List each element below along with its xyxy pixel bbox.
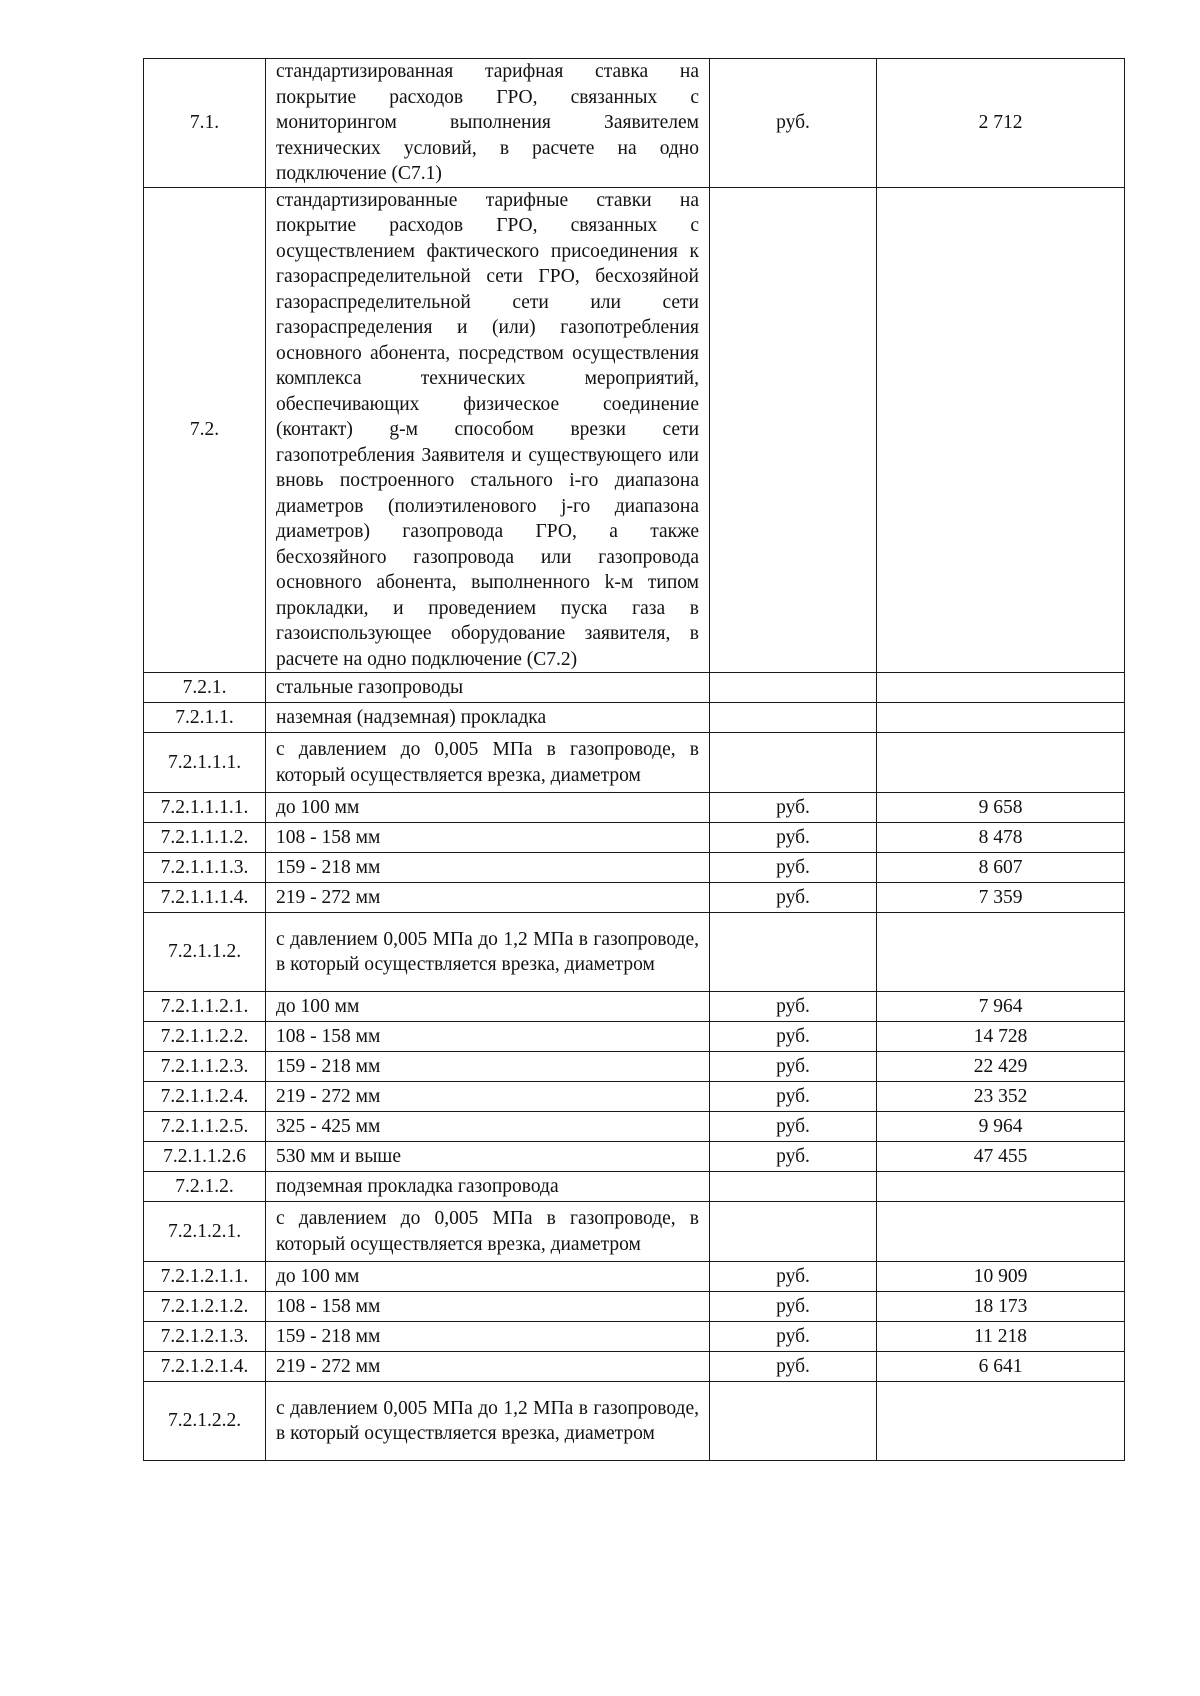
- item-description: 325 - 425 мм: [266, 1112, 710, 1142]
- item-number: 7.2.: [144, 187, 266, 673]
- item-description: с давлением 0,005 МПа до 1,2 МПа в газопроводе, в который осуществляется врезка, диаметром: [266, 1382, 710, 1461]
- item-description: подземная прокладка газопровода: [266, 1172, 710, 1202]
- item-description: с давлением до 0,005 МПа в газопроводе, в который осуществляется врезка, диаметром: [266, 733, 710, 793]
- item-number: 7.2.1.1.2.6: [144, 1142, 266, 1172]
- item-value: [877, 673, 1125, 703]
- table-row: [144, 883, 1125, 913]
- item-number: 7.2.1.1.2.: [144, 913, 266, 992]
- item-unit: руб.: [710, 853, 877, 883]
- item-number: 7.2.1.1.2.4.: [144, 1082, 266, 1112]
- item-value: 22 429: [877, 1052, 1125, 1082]
- item-unit: [710, 1172, 877, 1202]
- item-value: 10 909: [877, 1262, 1125, 1292]
- item-description: стальные газопроводы: [266, 673, 710, 703]
- item-value: 47 455: [877, 1142, 1125, 1172]
- item-value: [877, 187, 1125, 673]
- item-number: 7.1.: [144, 59, 266, 188]
- item-value: 8 478: [877, 823, 1125, 853]
- table-row: [144, 1322, 1125, 1352]
- tariff-table: [143, 58, 1125, 1461]
- item-value: 8 607: [877, 853, 1125, 883]
- table-row: [144, 1082, 1125, 1112]
- item-description: 219 - 272 мм: [266, 883, 710, 913]
- item-unit: руб.: [710, 1112, 877, 1142]
- item-description: стандартизированные тарифные ставки на покрытие расходов ГРО, связанных с осуществлением фактического присоединения к газораспределительной сети ГРО, бесхозяйной газораспределительной сети или сети газораспределения и (или) газопотребления основного абонента, посредством осуществления комплекса технических мероприятий, обеспечивающих физическое соединение (контакт) g-м способом врезки сети газопотребления Заявителя и существующего или вновь построенного стального i-го диапазона диаметров (полиэтиленового j-го диапазона диаметров) газопровода ГРО, а также бесхозяйного газопровода или газопровода основного абонента, выполненного k-м типом прокладки, и проведением пуска газа в газоиспользующее оборудование заявителя, в расчете на одно подключение (С7.2): [266, 187, 710, 673]
- item-description: 219 - 272 мм: [266, 1352, 710, 1382]
- table-row: [144, 1382, 1125, 1461]
- item-description: 219 - 272 мм: [266, 1082, 710, 1112]
- item-unit: руб.: [710, 1022, 877, 1052]
- item-value: [877, 733, 1125, 793]
- item-value: [877, 1172, 1125, 1202]
- item-description: 530 мм и выше: [266, 1142, 710, 1172]
- item-number: 7.2.1.1.1.4.: [144, 883, 266, 913]
- item-value: 23 352: [877, 1082, 1125, 1112]
- table-row: [144, 703, 1125, 733]
- item-value: 2 712: [877, 59, 1125, 188]
- table-row: [144, 853, 1125, 883]
- item-unit: руб.: [710, 1052, 877, 1082]
- item-value: [877, 703, 1125, 733]
- item-number: 7.2.1.2.: [144, 1172, 266, 1202]
- table-row: [144, 992, 1125, 1022]
- item-description: до 100 мм: [266, 992, 710, 1022]
- item-unit: [710, 913, 877, 992]
- item-value: 7 964: [877, 992, 1125, 1022]
- item-unit: [710, 733, 877, 793]
- item-number: 7.2.1.2.2.: [144, 1382, 266, 1461]
- item-number: 7.2.1.1.2.3.: [144, 1052, 266, 1082]
- item-unit: руб.: [710, 59, 877, 188]
- item-description: с давлением до 0,005 МПа в газопроводе, в который осуществляется врезка, диаметром: [266, 1202, 710, 1262]
- item-unit: руб.: [710, 1322, 877, 1352]
- item-unit: [710, 1382, 877, 1461]
- item-description: до 100 мм: [266, 1262, 710, 1292]
- item-unit: руб.: [710, 823, 877, 853]
- table-row: [144, 1022, 1125, 1052]
- item-description: с давлением 0,005 МПа до 1,2 МПа в газопроводе, в который осуществляется врезка, диаметром: [266, 913, 710, 992]
- item-value: 9 964: [877, 1112, 1125, 1142]
- item-number: 7.2.1.1.2.1.: [144, 992, 266, 1022]
- table-row: [144, 187, 1125, 673]
- item-value: 18 173: [877, 1292, 1125, 1322]
- item-description: до 100 мм: [266, 793, 710, 823]
- table-row: [144, 1052, 1125, 1082]
- item-value: [877, 1382, 1125, 1461]
- item-number: 7.2.1.2.1.1.: [144, 1262, 266, 1292]
- table-row: [144, 1352, 1125, 1382]
- item-value: [877, 1202, 1125, 1262]
- item-description: 159 - 218 мм: [266, 1322, 710, 1352]
- item-number: 7.2.1.2.1.3.: [144, 1322, 266, 1352]
- item-value: 7 359: [877, 883, 1125, 913]
- item-number: 7.2.1.2.1.4.: [144, 1352, 266, 1382]
- item-description: 108 - 158 мм: [266, 1022, 710, 1052]
- table-row: [144, 1172, 1125, 1202]
- item-unit: руб.: [710, 1262, 877, 1292]
- item-number: 7.2.1.1.1.: [144, 733, 266, 793]
- item-number: 7.2.1.2.1.: [144, 1202, 266, 1262]
- item-number: 7.2.1.1.1.1.: [144, 793, 266, 823]
- item-unit: руб.: [710, 1082, 877, 1112]
- item-unit: руб.: [710, 1142, 877, 1172]
- item-description: наземная (надземная) прокладка: [266, 703, 710, 733]
- item-unit: руб.: [710, 883, 877, 913]
- item-value: 6 641: [877, 1352, 1125, 1382]
- item-number: 7.2.1.2.1.2.: [144, 1292, 266, 1322]
- item-description: 108 - 158 мм: [266, 1292, 710, 1322]
- table-row: [144, 733, 1125, 793]
- item-number: 7.2.1.1.1.2.: [144, 823, 266, 853]
- item-number: 7.2.1.1.2.5.: [144, 1112, 266, 1142]
- item-unit: руб.: [710, 992, 877, 1022]
- item-unit: [710, 187, 877, 673]
- table-row: [144, 1202, 1125, 1262]
- table-row: [144, 1292, 1125, 1322]
- item-number: 7.2.1.: [144, 673, 266, 703]
- item-value: 14 728: [877, 1022, 1125, 1052]
- item-number: 7.2.1.1.1.3.: [144, 853, 266, 883]
- table-row: [144, 1142, 1125, 1172]
- item-unit: [710, 703, 877, 733]
- item-unit: руб.: [710, 1352, 877, 1382]
- table-row: [144, 673, 1125, 703]
- table-row: [144, 1112, 1125, 1142]
- item-description: 108 - 158 мм: [266, 823, 710, 853]
- item-number: 7.2.1.1.2.2.: [144, 1022, 266, 1052]
- table-row: [144, 1262, 1125, 1292]
- item-description: 159 - 218 мм: [266, 1052, 710, 1082]
- item-unit: [710, 673, 877, 703]
- item-value: 11 218: [877, 1322, 1125, 1352]
- item-value: 9 658: [877, 793, 1125, 823]
- table-row: [144, 913, 1125, 992]
- table-row: [144, 59, 1125, 188]
- item-description: 159 - 218 мм: [266, 853, 710, 883]
- item-unit: [710, 1202, 877, 1262]
- item-number: 7.2.1.1.: [144, 703, 266, 733]
- item-unit: руб.: [710, 793, 877, 823]
- item-value: [877, 913, 1125, 992]
- table-row: [144, 793, 1125, 823]
- item-description: стандартизированная тарифная ставка на покрытие расходов ГРО, связанных с мониторингом выполнения Заявителем технических условий, в расчете на одно подключение (С7.1): [266, 59, 710, 188]
- item-unit: руб.: [710, 1292, 877, 1322]
- table-row: [144, 823, 1125, 853]
